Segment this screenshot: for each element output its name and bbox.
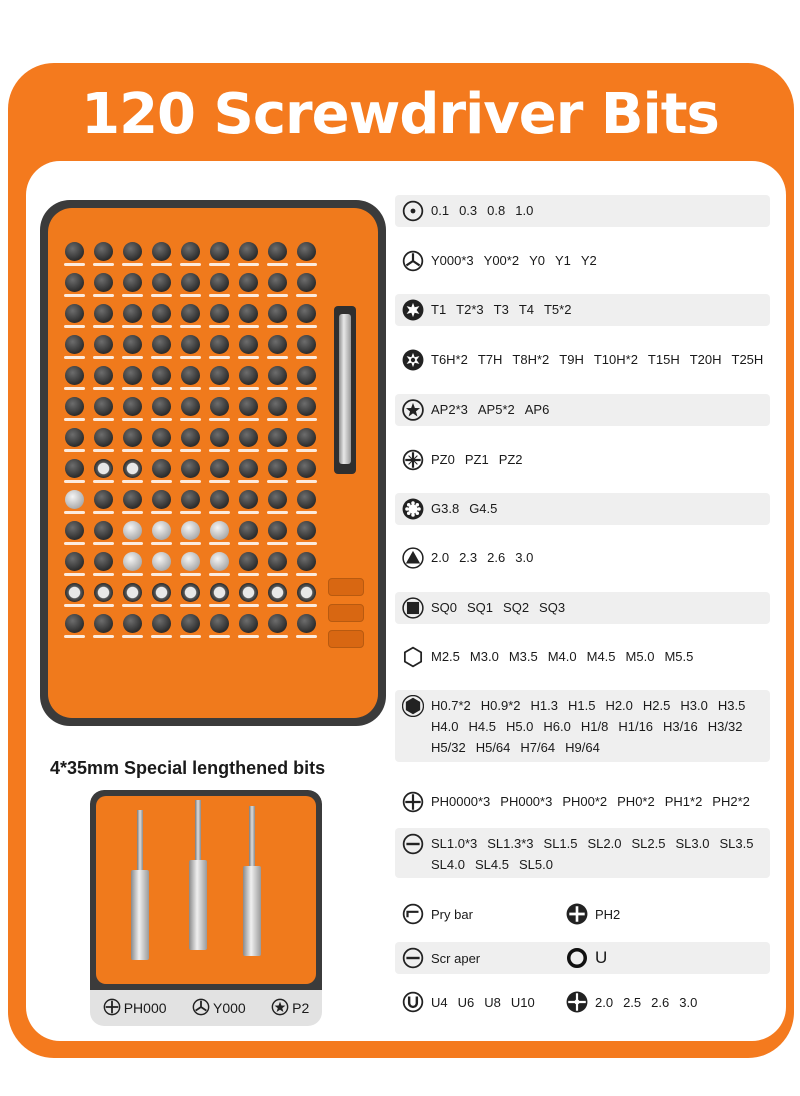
- spec-value: M4.5: [586, 649, 616, 664]
- spec-row: [395, 786, 770, 818]
- spec-value: SQ1: [467, 600, 494, 615]
- spec-value: H2.0: [605, 698, 633, 713]
- ph2-item: [565, 902, 620, 926]
- spec-value: H4.0: [431, 719, 459, 734]
- tray-bit: [292, 455, 321, 486]
- spec-row: [395, 195, 770, 227]
- spec-row: [395, 344, 770, 376]
- tray-bit: [118, 300, 147, 331]
- lengthened-bits-box-inner: [96, 796, 316, 984]
- tray-bit: [89, 393, 118, 424]
- long-bit: [188, 800, 208, 950]
- spec-value: H4.5: [468, 719, 496, 734]
- long-bit-body: [131, 870, 149, 960]
- spec-value: M3.0: [469, 649, 499, 664]
- spec-value: M5.0: [625, 649, 655, 664]
- tray-bit: [147, 517, 176, 548]
- tray-bit: [263, 269, 292, 300]
- hexagon-icon: [401, 694, 425, 718]
- phillips-icon: [401, 790, 425, 814]
- tray-bit: [234, 486, 263, 517]
- square-icon: [401, 596, 425, 620]
- tray-bit: [234, 579, 263, 610]
- tray-bit: [205, 517, 234, 548]
- cross-bit-values: [595, 995, 697, 1010]
- pentalobe-icon: [271, 998, 289, 1019]
- spec-value: PZ2: [498, 452, 523, 467]
- spec-value: PH0*2: [617, 794, 655, 809]
- spec-value: 0.3: [459, 203, 478, 218]
- tray-bit: [60, 579, 89, 610]
- tray-bit: [205, 238, 234, 269]
- long-bit-label: [192, 998, 246, 1019]
- pry-bar-label: Pry bar: [431, 906, 473, 922]
- spec-value: T7H: [477, 352, 503, 367]
- tray-bit: [176, 331, 205, 362]
- spec-value: T6H*2: [431, 352, 468, 367]
- tray-bit: [292, 238, 321, 269]
- tray-bit: [176, 548, 205, 579]
- spec-values: [431, 592, 565, 621]
- u-bit-icon: [401, 990, 425, 1014]
- phillips-filled-icon: [565, 902, 589, 926]
- tray-bit: [205, 486, 234, 517]
- tray-bit: [147, 331, 176, 362]
- spec-row: [395, 592, 770, 624]
- spec-value: SL2.0: [587, 836, 622, 851]
- tray-bit: [89, 486, 118, 517]
- tray-bit: [205, 300, 234, 331]
- scraper-label: Scr aper: [431, 950, 481, 966]
- spec-value: SL3.0: [675, 836, 710, 851]
- bit-holder: [334, 306, 356, 474]
- tray-bit: [234, 300, 263, 331]
- tray-bit: [89, 610, 118, 641]
- tri-wing-icon: [401, 249, 425, 273]
- torx-hole-icon: [401, 348, 425, 372]
- tray-bit: [60, 331, 89, 362]
- lengthened-bits-heading: 4*35mm Special lengthened bits: [50, 758, 326, 778]
- tray-bit: [118, 393, 147, 424]
- tray-bit: [118, 455, 147, 486]
- cross-bit-value: 2.5: [623, 994, 642, 1010]
- spec-row: [395, 493, 770, 525]
- spec-value: H6.0: [543, 719, 571, 734]
- spec-value: 3.0: [515, 550, 534, 565]
- spec-values: [431, 786, 750, 815]
- long-bit-tip: [195, 800, 201, 860]
- spec-value: H3/16: [663, 719, 698, 734]
- tray-bit: [263, 610, 292, 641]
- spec-value: T15H: [647, 352, 680, 367]
- tray-bit: [118, 331, 147, 362]
- tray-bit: [292, 517, 321, 548]
- tray-bit: [60, 455, 89, 486]
- spec-value: M2.5: [431, 649, 460, 664]
- tray-bit: [292, 331, 321, 362]
- tray-bit: [205, 424, 234, 455]
- spec-value: SL1.5: [543, 836, 578, 851]
- tray-bit: [89, 331, 118, 362]
- ring-icon: [565, 946, 589, 970]
- bit-holder-shaft: [339, 314, 351, 464]
- tray-bit: [234, 424, 263, 455]
- spec-value: AP2*3: [431, 402, 468, 417]
- spec-value: PH2*2: [712, 794, 750, 809]
- tray-bit: [147, 548, 176, 579]
- tray-bit: [234, 610, 263, 641]
- cross-bits-item: [565, 990, 697, 1014]
- spec-values: [431, 294, 571, 323]
- spec-row: [395, 444, 770, 476]
- pry-bar-item: [395, 902, 565, 926]
- spec-value: AP5*2: [477, 402, 515, 417]
- u-bit-value: U8: [484, 994, 501, 1010]
- spec-value: T5*2: [543, 302, 572, 317]
- spec-value: 1.0: [515, 203, 534, 218]
- tray-slot: [328, 604, 364, 622]
- spec-value: H3/32: [707, 719, 743, 734]
- tray-bit: [234, 362, 263, 393]
- tray-bit: [89, 548, 118, 579]
- tray-bit: [292, 548, 321, 579]
- tray-bit: [176, 424, 205, 455]
- tray-slot: [328, 578, 364, 596]
- spec-value: 0.8: [487, 203, 506, 218]
- tray-bit: [118, 269, 147, 300]
- tray-bit: [89, 455, 118, 486]
- tray-slot: [328, 630, 364, 648]
- spec-value: T8H*2: [512, 352, 550, 367]
- tray-bit: [205, 331, 234, 362]
- spec-value: PH000*3: [500, 794, 553, 809]
- tray-bit: [60, 548, 89, 579]
- lengthened-bits-box: [90, 790, 322, 990]
- tray-bit: [234, 269, 263, 300]
- hexagon-outline-icon: [401, 645, 425, 669]
- spec-value: T2*3: [456, 302, 484, 317]
- spec-value: H0.9*2: [480, 698, 521, 713]
- spec-value: SL4.5: [474, 857, 509, 872]
- spec-value: SL3.5: [719, 836, 754, 851]
- u-bits-item: [395, 990, 565, 1014]
- tray-bit: [60, 424, 89, 455]
- spec-value: H3.0: [680, 698, 708, 713]
- u-item: [565, 946, 607, 970]
- tray-bit: [89, 269, 118, 300]
- tray-bit: [205, 362, 234, 393]
- misc-row-1: [395, 898, 770, 930]
- spec-value: PZ1: [464, 452, 489, 467]
- tray-bit: [263, 331, 292, 362]
- tray-bit: [292, 486, 321, 517]
- long-bit: [130, 810, 150, 960]
- lengthened-bits-labels: [90, 995, 322, 1021]
- tray-bit: [176, 486, 205, 517]
- cross-bit-value: 2.6: [651, 994, 670, 1010]
- spec-value: H9/64: [565, 740, 600, 755]
- spec-value: T9H: [559, 352, 584, 367]
- spec-value: Y00*2: [483, 253, 520, 268]
- spec-row: [395, 294, 770, 326]
- tray-bit: [292, 579, 321, 610]
- long-bit-tip: [137, 810, 143, 870]
- spec-value: SL1.0*3: [431, 836, 478, 851]
- pry-bar-icon: [401, 902, 425, 926]
- tray-bit: [205, 548, 234, 579]
- u-bit-value: U10: [510, 994, 535, 1010]
- slotted-icon: [401, 832, 425, 856]
- bit-tray-inner: [48, 208, 378, 718]
- spec-value: H0.7*2: [431, 698, 471, 713]
- spec-values: [431, 690, 770, 761]
- tray-bit: [118, 486, 147, 517]
- tray-bit: [147, 610, 176, 641]
- u-bit-values: [431, 995, 535, 1010]
- spec-value: H5/32: [431, 740, 466, 755]
- long-bit-tip: [249, 806, 255, 866]
- tray-bit: [60, 300, 89, 331]
- spec-row: [395, 690, 770, 762]
- tray-bit: [292, 610, 321, 641]
- spec-value: SL1.3*3: [487, 836, 534, 851]
- spec-value: PH1*2: [664, 794, 703, 809]
- u-bit-value: U4: [431, 994, 448, 1010]
- tray-bit: [118, 579, 147, 610]
- spec-value: SQ2: [503, 600, 530, 615]
- tray-bit: [176, 269, 205, 300]
- spec-value: 2.0: [431, 550, 450, 565]
- u-label: U: [595, 948, 608, 967]
- tray-bit: [176, 610, 205, 641]
- spec-value: Y1: [554, 253, 571, 268]
- tray-bit: [89, 238, 118, 269]
- tray-bit: [176, 579, 205, 610]
- tray-bit: [292, 300, 321, 331]
- spec-value: T10H*2: [593, 352, 638, 367]
- spec-value: H7/64: [520, 740, 556, 755]
- spec-values: [431, 195, 533, 224]
- spec-value: SL4.0: [431, 857, 465, 872]
- spec-values: [431, 245, 597, 274]
- spec-value: PZ0: [431, 452, 455, 467]
- tray-bit: [205, 610, 234, 641]
- tray-bit: [89, 362, 118, 393]
- tray-bit: [263, 486, 292, 517]
- bit-tray: [40, 200, 386, 726]
- tray-bit: [234, 455, 263, 486]
- spec-values: [431, 828, 770, 878]
- tray-bit: [234, 238, 263, 269]
- tray-bit: [205, 455, 234, 486]
- tray-bit: [292, 424, 321, 455]
- spec-value: Y2: [580, 253, 597, 268]
- bit-grid: [60, 238, 324, 641]
- spec-value: T25H: [731, 352, 764, 367]
- tray-bit: [263, 424, 292, 455]
- spec-value: G3.8: [431, 501, 460, 516]
- tray-bit: [118, 610, 147, 641]
- tray-bit: [89, 579, 118, 610]
- spec-value: SQ3: [539, 600, 566, 615]
- tri-wing-icon: [192, 998, 210, 1019]
- tray-bit: [176, 517, 205, 548]
- spec-row: [395, 828, 770, 878]
- tray-bit: [60, 610, 89, 641]
- tray-bit: [263, 517, 292, 548]
- triangle-icon: [401, 546, 425, 570]
- tray-bit: [89, 517, 118, 548]
- spec-value: AP6: [524, 402, 550, 417]
- tray-bit: [176, 238, 205, 269]
- long-bit-label-text: P2: [292, 1000, 310, 1016]
- tray-bit: [205, 579, 234, 610]
- tray-bit: [147, 393, 176, 424]
- lengthened-bits-panel: [90, 790, 322, 1026]
- tray-bit: [263, 238, 292, 269]
- scraper-item: [395, 946, 565, 970]
- long-bit-label: [103, 998, 167, 1019]
- tray-bit: [60, 393, 89, 424]
- spec-values: [431, 493, 497, 522]
- tray-bit: [118, 238, 147, 269]
- long-bit-label-text: PH000: [123, 1000, 167, 1016]
- tray-bit: [263, 362, 292, 393]
- pentalobe-icon: [401, 398, 425, 422]
- tray-bit: [234, 393, 263, 424]
- tray-bit: [263, 300, 292, 331]
- cross-filled-icon: [565, 990, 589, 1014]
- tray-bit: [176, 455, 205, 486]
- tray-bit: [118, 362, 147, 393]
- tray-bit: [263, 455, 292, 486]
- tray-bit: [60, 486, 89, 517]
- tray-bit: [60, 517, 89, 548]
- cross-bit-value: 2.0: [595, 994, 614, 1010]
- u-bit-value: U6: [457, 994, 475, 1010]
- spec-value: Y0: [529, 253, 545, 268]
- tray-bit: [263, 393, 292, 424]
- spec-value: 2.3: [459, 550, 478, 565]
- spec-value: H1.5: [567, 698, 596, 713]
- spec-row: [395, 641, 770, 673]
- spec-value: G4.5: [469, 501, 498, 516]
- spec-values: [431, 641, 693, 670]
- tray-bit: [176, 393, 205, 424]
- spec-value: H5/64: [475, 740, 511, 755]
- phillips-icon: [103, 998, 121, 1019]
- tray-bit: [263, 548, 292, 579]
- spec-value: M3.5: [508, 649, 538, 664]
- long-bit-body: [189, 860, 207, 950]
- tray-bit: [147, 455, 176, 486]
- misc-row-3: [395, 986, 770, 1018]
- spec-value: Y000*3: [431, 253, 474, 268]
- spec-value: H1.3: [530, 698, 558, 713]
- tray-bit: [118, 548, 147, 579]
- spec-value: M5.5: [664, 649, 694, 664]
- tray-bit: [147, 579, 176, 610]
- ph2-label: PH2: [595, 906, 621, 922]
- spec-value: T3: [493, 302, 509, 317]
- tray-bit: [118, 424, 147, 455]
- spec-row: [395, 542, 770, 574]
- tray-bit: [147, 300, 176, 331]
- dot-circle-icon: [401, 199, 425, 223]
- spec-values: [431, 444, 523, 473]
- cross-bit-value: 3.0: [679, 994, 698, 1010]
- spec-value: H5.0: [505, 719, 534, 734]
- tray-bit: [292, 393, 321, 424]
- tray-bit: [176, 362, 205, 393]
- tray-bit: [234, 331, 263, 362]
- spec-value: H3.5: [717, 698, 746, 713]
- spec-value: SL2.5: [631, 836, 666, 851]
- tray-bit: [147, 424, 176, 455]
- long-bit-label: [271, 998, 309, 1019]
- torx-icon: [401, 298, 425, 322]
- gear-icon: [401, 497, 425, 521]
- tray-bit: [263, 579, 292, 610]
- tray-bit: [147, 362, 176, 393]
- tray-bit: [205, 393, 234, 424]
- spec-value: PH00*2: [562, 794, 608, 809]
- tray-bit: [234, 517, 263, 548]
- tray-bit: [292, 269, 321, 300]
- spec-row: [395, 245, 770, 277]
- long-bit-label-text: Y000: [212, 1000, 246, 1016]
- tray-bit: [147, 486, 176, 517]
- tray-bit: [147, 238, 176, 269]
- spec-value: PH0000*3: [431, 794, 491, 809]
- spec-value: T20H: [689, 352, 722, 367]
- tray-bit: [89, 300, 118, 331]
- spec-values: [431, 394, 549, 423]
- misc-row-2: [395, 942, 770, 974]
- spec-values: [431, 344, 763, 373]
- tray-bit: [60, 362, 89, 393]
- tray-bit: [176, 300, 205, 331]
- spec-value: T4: [518, 302, 534, 317]
- tray-bit: [118, 517, 147, 548]
- spec-value: 2.6: [487, 550, 506, 565]
- tray-bit: [60, 269, 89, 300]
- spec-value: H2.5: [642, 698, 671, 713]
- spec-value: 0.1: [431, 203, 450, 218]
- long-bit-body: [243, 866, 261, 956]
- tray-bit: [60, 238, 89, 269]
- tray-bit: [234, 548, 263, 579]
- page-title: 120 Screwdriver Bits: [81, 82, 719, 147]
- tray-bit: [147, 269, 176, 300]
- spec-row: [395, 394, 770, 426]
- spec-values: [431, 542, 533, 571]
- scraper-icon: [401, 946, 425, 970]
- spec-value: T1: [431, 302, 447, 317]
- tray-bit: [205, 269, 234, 300]
- spec-value: SQ0: [431, 600, 458, 615]
- spec-value: M4.0: [547, 649, 577, 664]
- long-bit: [242, 806, 262, 956]
- tray-bit: [292, 362, 321, 393]
- pozidriv-icon: [401, 448, 425, 472]
- tray-bit: [89, 424, 118, 455]
- spec-value: SL5.0: [518, 857, 553, 872]
- spec-value: H1/8: [580, 719, 609, 734]
- spec-value: H1/16: [618, 719, 654, 734]
